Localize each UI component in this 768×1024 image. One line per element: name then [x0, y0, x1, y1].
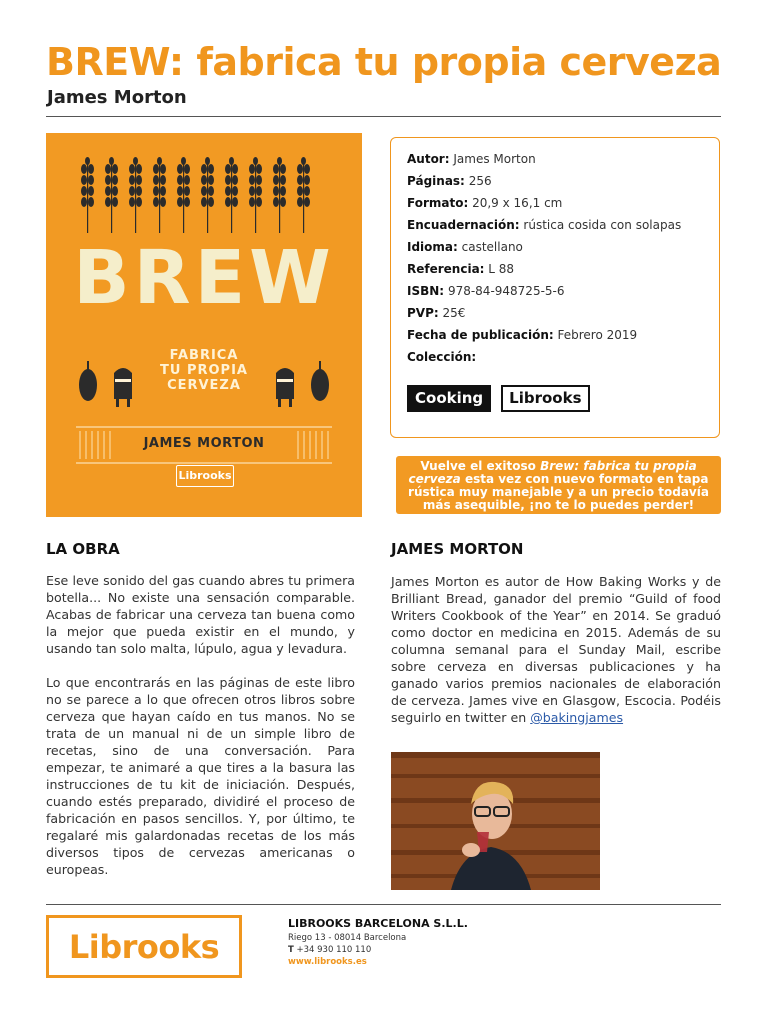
author-photo [391, 752, 600, 890]
company-phone: T +34 930 110 110 [288, 945, 372, 955]
obra-paragraph-2: Lo que encontrarás en las páginas de este libro no se parece a lo que ofrecen otros libros sobre cerveza que hayan caído en tus manos. No se trata de un manual ni de un simple libro de recetas, sino de una conversación. Para empezar, te animaré a que tires a la basura las instrucciones de tu kit de iniciación. Después, cuando estés preparado, dividiré el proceso de fabricación en pasos sencillos. Y, por último, te regalaré mis galardonadas recetas de los más diversos tipos de cervezas americanas o europeas. [46, 675, 355, 877]
tag-cooking[interactable]: Cooking [407, 385, 491, 412]
detail-isbn: ISBN: 978-84-948725-5-6 [407, 284, 565, 298]
section-heading-morton: JAMES MORTON [391, 540, 524, 558]
detail-paginas: Páginas: 256 [407, 174, 492, 188]
book-details-box [390, 137, 720, 438]
company-address: Riego 13 - 08014 Barcelona [288, 933, 407, 943]
detail-pvp: PVP: 25€ [407, 306, 466, 320]
cover-author: JAMES MORTON [143, 436, 265, 451]
author-bio: James Morton es autor de How Baking Works y de Brilliant Bread, ganador del premio “Guild of food Writers Cookbook of the Year” en 2014. Se graduó como doctor en medicina en 2015. Además de su columna semanal para el Sunday Mail, escribe sobre cerveza en diversas publicaciones y ha ganado varios premios nacionales de elaboración de cerveza. James vive en Glasgow, Escocia. Podéis seguirlo en twitter en @bakingjames [391, 574, 721, 725]
book-author: James Morton [47, 87, 187, 108]
detail-encuadernacion: Encuadernación: rústica cosida con solapas [407, 218, 682, 232]
wheat-illustration [80, 155, 330, 235]
collection-tags [407, 385, 590, 412]
cover-publisher-badge: Librooks [176, 465, 234, 487]
detail-coleccion: Colección: [407, 350, 477, 364]
detail-fecha: Fecha de publicación: Febrero 2019 [407, 328, 638, 342]
librooks-logo: Librooks [46, 915, 242, 978]
cover-subtitle: FABRICA TU PROPIA CERVEZA [160, 348, 248, 393]
publisher-contact [288, 917, 468, 968]
detail-referencia: Referencia: L 88 [407, 262, 515, 276]
book-cover [46, 133, 362, 517]
footer-divider [46, 904, 721, 905]
section-heading-obra: LA OBRA [46, 540, 120, 558]
cover-brew-word: BREW [73, 235, 335, 321]
promo-banner: Vuelve el exitoso Brew: fabrica tu propia cerveza esta vez con nuevo formato en tapa rústica muy manejable y a un precio todavía más asequible, ¡no te lo puedes perder! [396, 456, 721, 514]
company-name: LIBROOKS BARCELONA S.L.L. [288, 917, 468, 930]
detail-idioma: Idioma: castellano [407, 240, 523, 254]
book-title: BREW: fabrica tu propia cerveza [46, 40, 722, 84]
obra-text [46, 572, 355, 878]
company-website[interactable]: www.librooks.es [288, 957, 367, 967]
detail-autor: Autor: James Morton [407, 152, 536, 166]
twitter-link[interactable]: @bakingjames [530, 710, 624, 725]
detail-formato: Formato: 20,9 x 16,1 cm [407, 196, 563, 210]
top-divider [46, 116, 721, 117]
obra-paragraph-1: Ese leve sonido del gas cuando abres tu primera botella... No existe una sensación comparable. Acabas de fabricar una cerveza tan buena como la mejor que pueda existir en el mundo, y usando tan solo malta, lúpulo, agua y levadura. [46, 573, 355, 656]
tag-librooks[interactable]: Librooks [501, 385, 589, 412]
